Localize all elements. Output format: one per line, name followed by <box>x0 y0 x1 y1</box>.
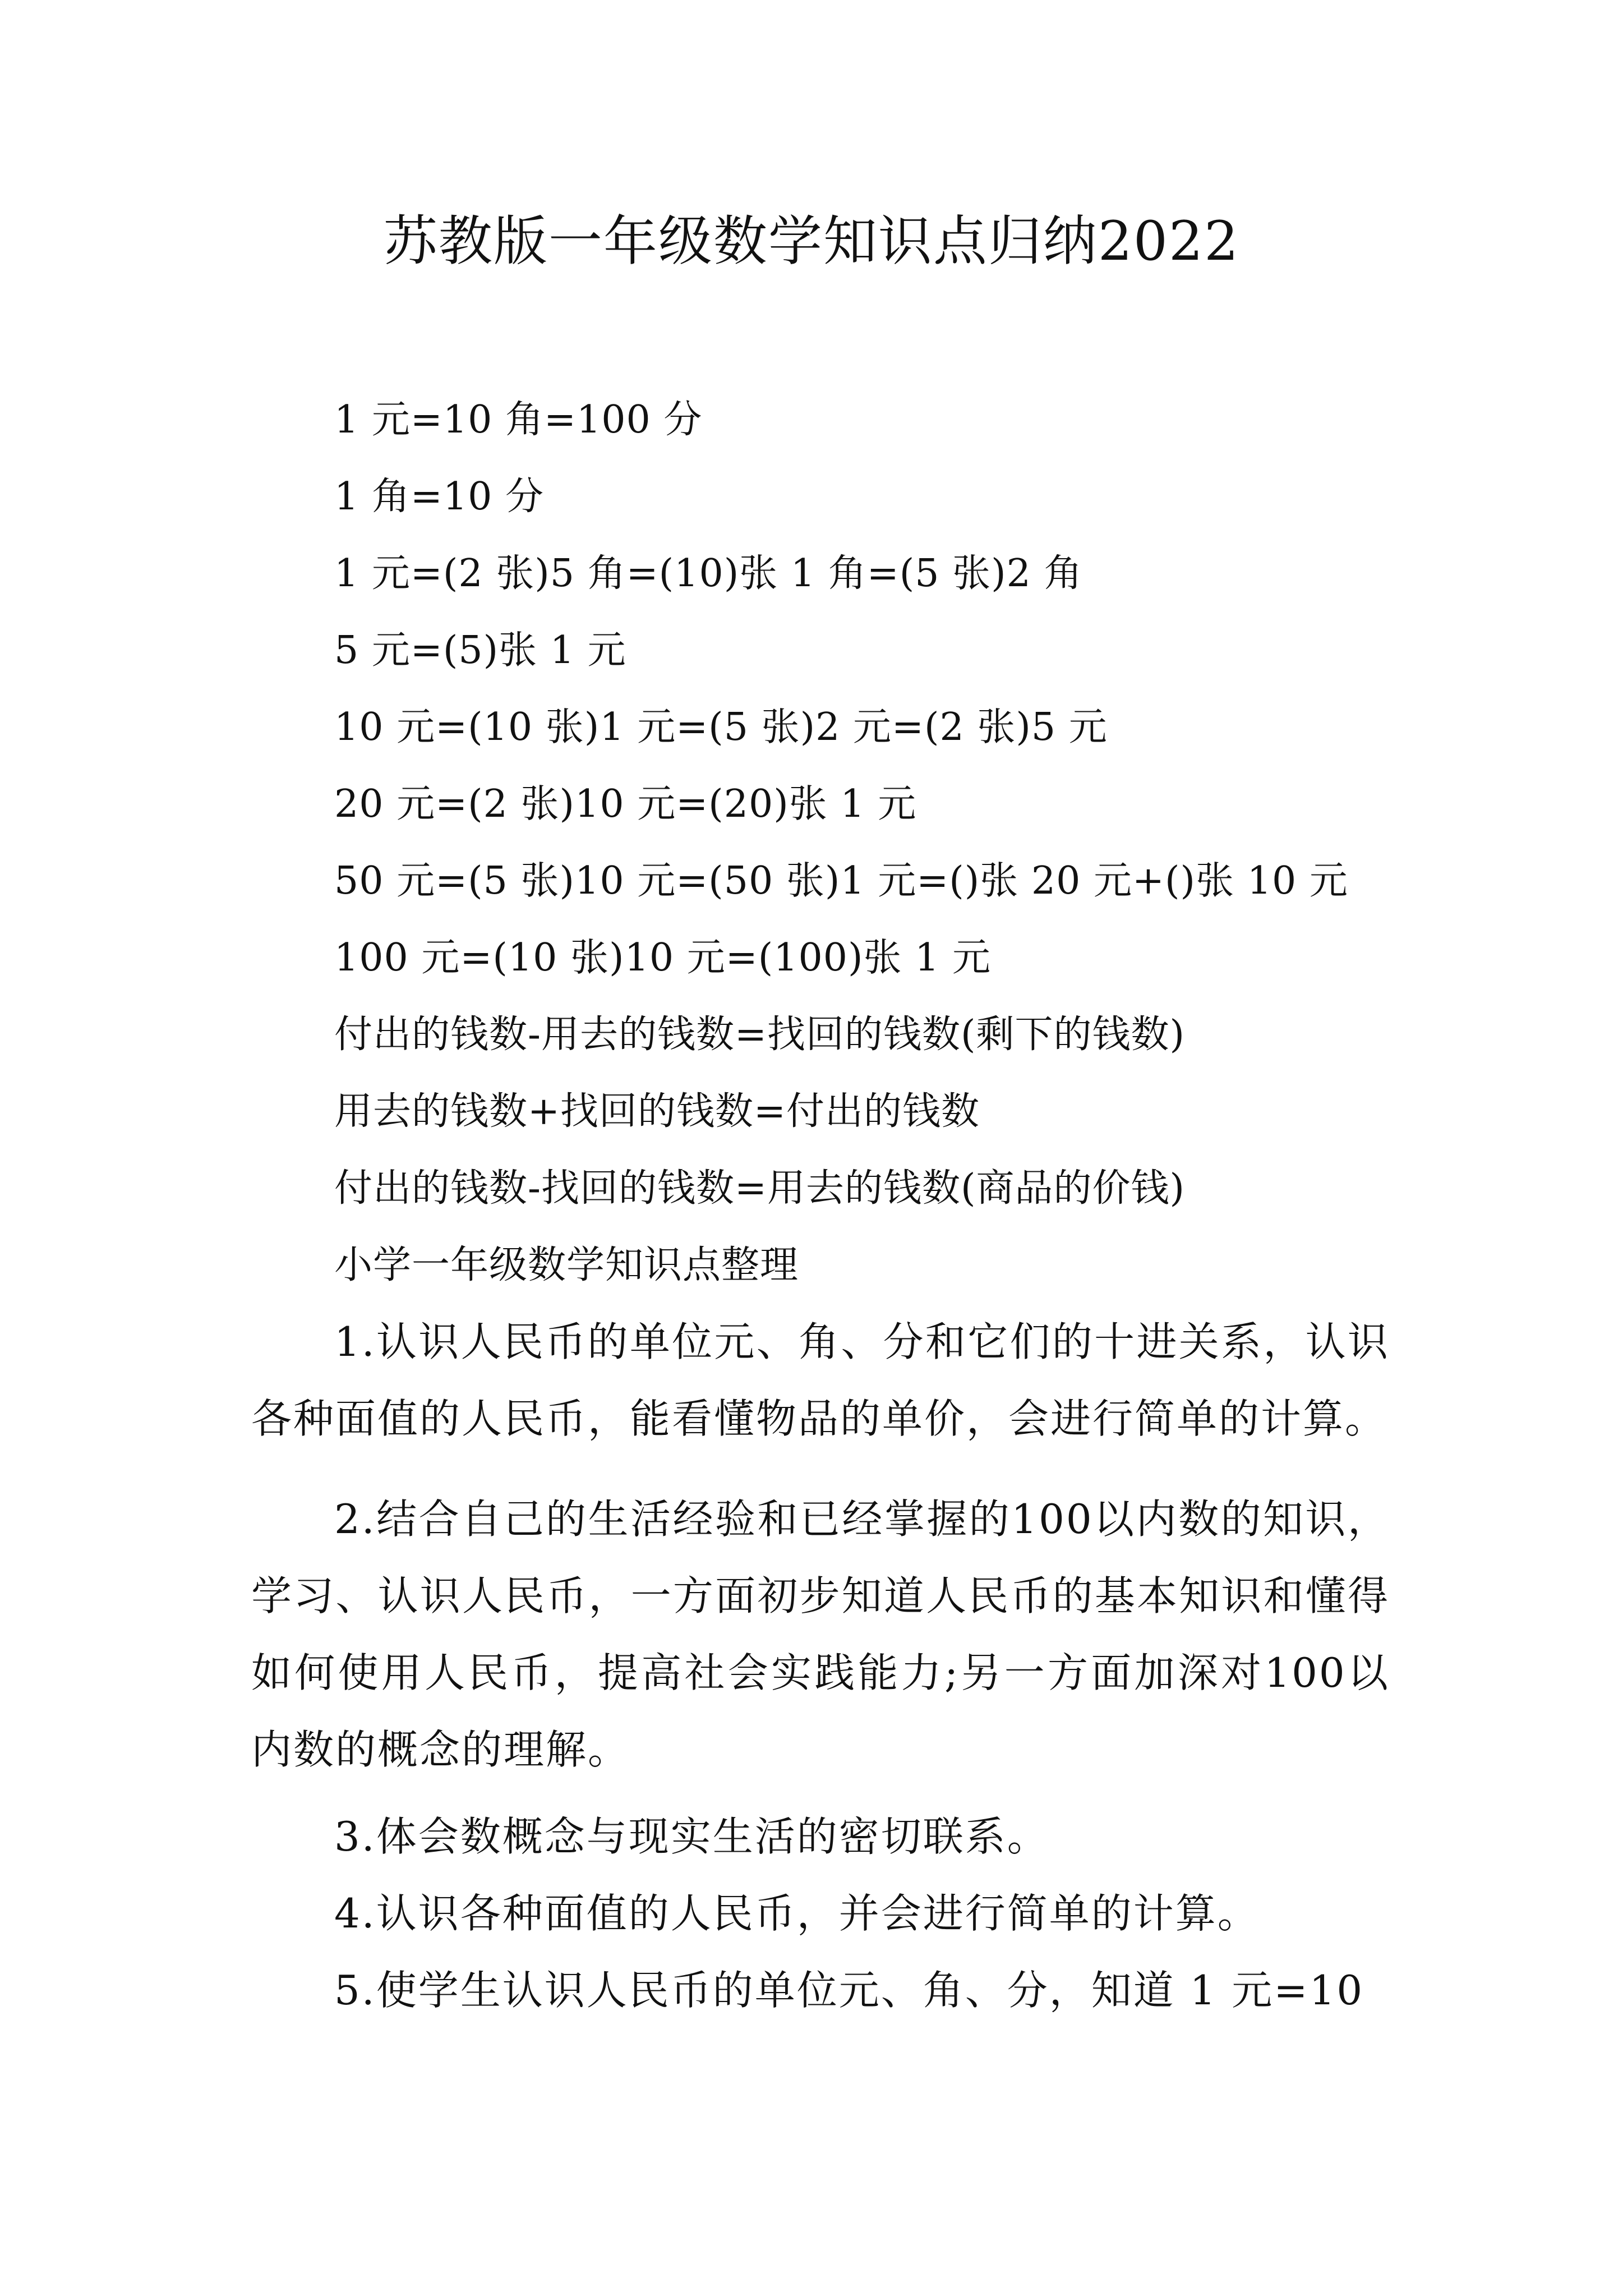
paragraph-4: 4.认识各种面值的人民币，并会进行简单的计算。 <box>334 1890 1260 1937</box>
section-heading: 小学一年级数学知识点整理 <box>334 1243 799 1287</box>
text-line: 1 角=10 分 <box>334 475 544 519</box>
text-line: 10 元=(10 张)1 元=(5 张)2 元=(2 张)5 元 <box>334 705 1108 749</box>
paragraph-1: 1.认识人民币的单位元、角、分和它们的十进关系，认识各种面值的人民币，能看懂物品的单价，会进行简单的计算。 <box>251 1318 1390 1442</box>
text-line: 50 元=(5 张)10 元=(50 张)1 元=()张 20 元+()张 10 元 <box>334 859 1348 903</box>
text-line: 1 元=(2 张)5 角=(10)张 1 角=(5 张)2 角 <box>334 551 1083 596</box>
text-line: 100 元=(10 张)10 元=(100)张 1 元 <box>334 936 992 980</box>
paragraph-5: 5.使学生认识人民币的单位元、角、分，知道 1 元=10 <box>334 1967 1364 2014</box>
document-title: 苏教版一年级数学知识点归纳2022 <box>383 210 1240 273</box>
text-line: 1 元=10 角=100 分 <box>334 398 703 442</box>
text-line: 20 元=(2 张)10 元=(20)张 1 元 <box>334 782 917 826</box>
paragraph-2: 2.结合自己的生活经验和已经掌握的100以内数的知识，学习、认识人民币，一方面初步知道人民币的基本知识和懂得如何使用人民币，提高社会实践能力;另一方面加深对100以内数的概念的理解。 <box>251 1496 1390 1773</box>
document-body <box>251 381 1390 2029</box>
text-line: 5 元=(5)张 1 元 <box>334 628 626 673</box>
text-line: 用去的钱数+找回的钱数=付出的钱数 <box>334 1089 980 1134</box>
text-line: 付出的钱数-用去的钱数=找回的钱数(剩下的钱数) <box>334 1013 1186 1057</box>
paragraph-3: 3.体会数概念与现实生活的密切联系。 <box>334 1813 1049 1860</box>
text-line: 付出的钱数-找回的钱数=用去的钱数(商品的价钱) <box>334 1166 1186 1211</box>
